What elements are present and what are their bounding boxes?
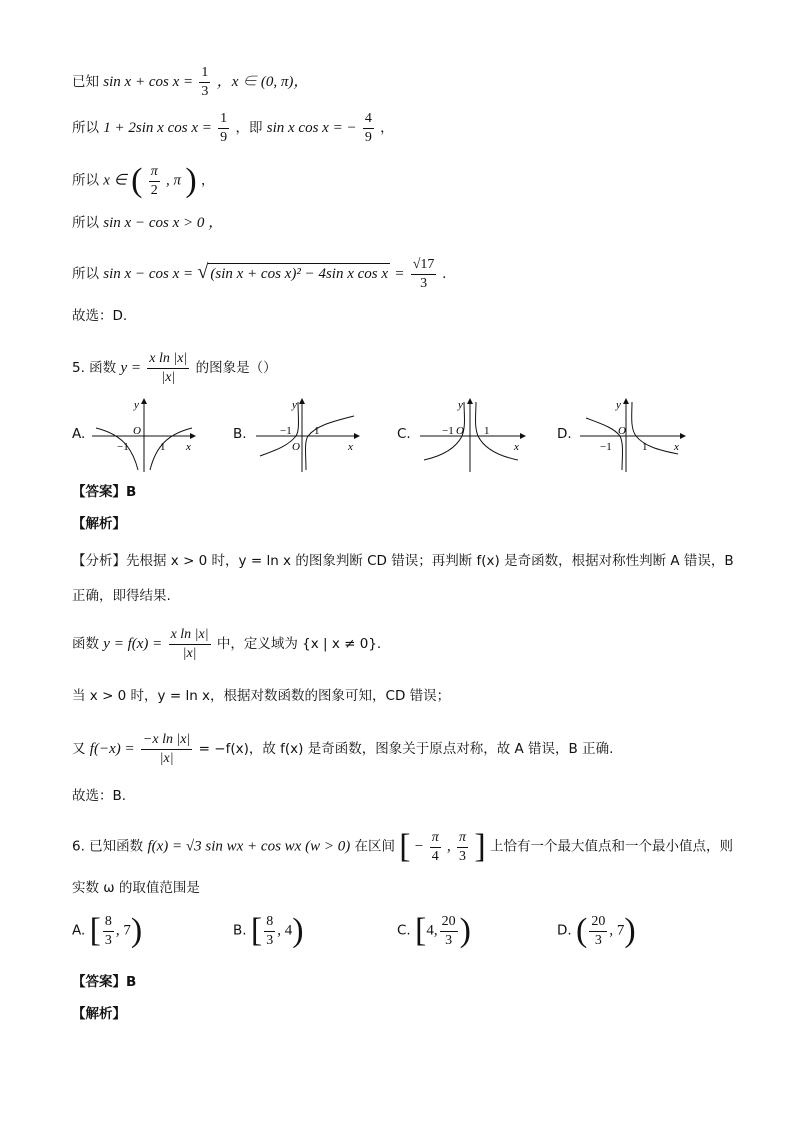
numerator: x ln |x| bbox=[147, 352, 189, 369]
numerator: 1 bbox=[199, 66, 210, 83]
fraction bbox=[103, 915, 114, 948]
graph-c bbox=[418, 394, 530, 474]
math: x ∈ bbox=[103, 172, 127, 189]
y-axis-label: y bbox=[134, 399, 139, 411]
numerator: 20 bbox=[440, 915, 458, 932]
option-b-label: B. bbox=[233, 426, 247, 442]
denominator: 3 bbox=[445, 932, 453, 948]
option-a-label: A. bbox=[72, 426, 86, 442]
text: 又 bbox=[72, 741, 86, 757]
text: 5. 函数 bbox=[72, 360, 117, 376]
text: 6. 已知函数 bbox=[72, 838, 144, 855]
x-axis-label: x bbox=[348, 441, 353, 453]
q5-para-1 bbox=[72, 628, 381, 661]
text: 上恰有一个最大值点和一个最小值点，则 bbox=[489, 838, 733, 855]
denominator: 3 bbox=[201, 84, 209, 99]
graph-d bbox=[578, 394, 690, 474]
fraction bbox=[169, 628, 211, 661]
denominator: 3 bbox=[420, 276, 428, 291]
close-paren: ) bbox=[624, 912, 636, 949]
x-axis-label: x bbox=[514, 441, 519, 453]
text: ， bbox=[200, 172, 215, 189]
neg-one-label: −1 bbox=[600, 441, 612, 453]
math: sin x cos x = − bbox=[266, 120, 357, 136]
open-bracket: [ bbox=[415, 912, 427, 949]
math: sin x − cos x = bbox=[103, 266, 194, 282]
option-label: C. bbox=[397, 922, 411, 939]
tail: , 4 bbox=[277, 922, 293, 939]
one-label: 1 bbox=[484, 425, 490, 437]
option-label: D. bbox=[557, 922, 572, 939]
fraction bbox=[457, 831, 468, 864]
option-c-label: C. bbox=[397, 426, 411, 442]
sqrt-content: (sin x + cos x)² − 4sin x cos x bbox=[208, 263, 390, 284]
numerator: π bbox=[149, 165, 160, 182]
open-paren: ( bbox=[131, 162, 143, 199]
denominator: 3 bbox=[594, 932, 602, 948]
denominator: 3 bbox=[104, 932, 112, 948]
sqrt-sign: √ bbox=[197, 261, 209, 283]
q5-para-4: 故选：B. bbox=[72, 788, 127, 804]
q5-para-3 bbox=[72, 733, 613, 766]
q5-answer: 【答案】B bbox=[72, 484, 137, 500]
math: , π bbox=[166, 172, 182, 189]
line-6: 故选：D. bbox=[72, 308, 128, 324]
comma: , bbox=[447, 838, 451, 855]
math: f(x) = √3 sin wx + cos wx (w > 0) bbox=[147, 838, 351, 855]
q6-option-b bbox=[233, 914, 304, 948]
origin-label: O bbox=[456, 425, 464, 437]
denominator: 3 bbox=[459, 848, 467, 864]
line-5 bbox=[72, 258, 446, 291]
fraction bbox=[363, 112, 374, 145]
neg-one-label: −1 bbox=[442, 425, 454, 437]
open-bracket: [ bbox=[89, 912, 101, 949]
x-axis-label: x bbox=[674, 441, 679, 453]
math: sin x + cos x = bbox=[103, 74, 194, 90]
line-2 bbox=[72, 112, 394, 145]
open-paren: ( bbox=[575, 912, 588, 949]
math: = bbox=[394, 266, 405, 282]
math: y = f(x) = bbox=[103, 636, 163, 652]
math: . bbox=[442, 266, 447, 282]
y-axis-label: y bbox=[458, 399, 463, 411]
one-label: 1 bbox=[160, 441, 166, 453]
open-bracket: [ bbox=[250, 912, 263, 949]
denominator: |x| bbox=[182, 646, 197, 661]
text: 所以 bbox=[72, 215, 99, 231]
q6-analysis-title: 【解析】 bbox=[72, 1006, 126, 1022]
text: 所以 bbox=[72, 266, 99, 282]
text: ， bbox=[380, 120, 394, 136]
close-bracket: ] bbox=[474, 828, 486, 865]
one-label: 1 bbox=[314, 425, 320, 437]
tail: , 7 bbox=[115, 922, 131, 939]
x-axis-label: x bbox=[186, 441, 191, 453]
numerator: 1 bbox=[218, 112, 229, 129]
origin-label: O bbox=[133, 425, 141, 437]
numerator: −x ln |x| bbox=[141, 733, 192, 750]
line-4 bbox=[72, 213, 223, 233]
fraction bbox=[430, 831, 441, 864]
line-3 bbox=[72, 164, 214, 198]
math: ，x ∈ (0, π)， bbox=[216, 74, 309, 90]
numerator: 8 bbox=[103, 915, 114, 932]
denominator: 9 bbox=[220, 130, 228, 145]
neg-one-label: −1 bbox=[280, 425, 292, 437]
text: 所以 bbox=[72, 120, 99, 136]
fraction bbox=[149, 165, 160, 198]
numerator: √17 bbox=[411, 258, 437, 275]
text: 在区间 bbox=[354, 838, 395, 855]
denominator: 4 bbox=[431, 848, 439, 864]
text: 已知 bbox=[72, 74, 99, 90]
fraction bbox=[147, 352, 189, 385]
origin-label: O bbox=[618, 425, 626, 437]
option-label: B. bbox=[233, 922, 247, 939]
one-label: 1 bbox=[642, 441, 648, 453]
fraction bbox=[411, 258, 437, 291]
numerator: x ln |x| bbox=[169, 628, 211, 645]
q5-analysis-2: 正确，即得结果. bbox=[72, 588, 171, 604]
q6-stem-2: 实数 ω 的取值范围是 bbox=[72, 880, 200, 896]
graph-a bbox=[90, 394, 200, 474]
denominator: 3 bbox=[266, 932, 274, 948]
math: sin x − cos x > 0 ， bbox=[103, 215, 224, 231]
numerator: π bbox=[430, 831, 441, 848]
denominator: |x| bbox=[161, 370, 176, 385]
q6-option-d bbox=[557, 914, 636, 948]
open-bracket: [ bbox=[399, 828, 411, 865]
math: y = bbox=[120, 360, 141, 376]
minus: − bbox=[414, 838, 424, 855]
text: = −f(x)，故 f(x) 是奇函数，图象关于原点对称，故 A 错误，B 正确. bbox=[198, 741, 614, 757]
numerator: 20 bbox=[589, 915, 607, 932]
y-axis-label: y bbox=[292, 399, 297, 411]
q5-analysis-title: 【解析】 bbox=[72, 516, 126, 532]
neg-one-label: −1 bbox=[117, 441, 129, 453]
q5-stem bbox=[72, 352, 277, 385]
text: 的图象是（） bbox=[195, 360, 277, 376]
math: f(−x) = bbox=[89, 741, 135, 757]
fraction bbox=[264, 915, 275, 948]
q5-analysis-1: 【分析】先根据 x > 0 时，y = ln x 的图象判断 CD 错误；再判断 f(x) 是奇函数，根据对称性判断 A 错误，B bbox=[72, 553, 734, 569]
q5-para-2: 当 x > 0 时，y = ln x，根据对数函数的图象可知，CD 错误； bbox=[72, 688, 451, 704]
close-paren: ) bbox=[292, 912, 304, 949]
numerator: 4 bbox=[363, 112, 374, 129]
y-axis-label: y bbox=[616, 399, 621, 411]
q6-stem bbox=[72, 830, 733, 864]
math: 1 + 2sin x cos x = bbox=[103, 120, 212, 136]
fraction bbox=[141, 733, 192, 766]
denominator: 2 bbox=[150, 182, 158, 198]
fraction bbox=[218, 112, 229, 145]
text: 中，定义域为 {x | x ≠ 0}. bbox=[216, 636, 382, 652]
close-paren: ) bbox=[130, 912, 143, 949]
tail: , 7 bbox=[609, 922, 625, 939]
text: ，即 bbox=[235, 120, 263, 136]
close-paren: ) bbox=[185, 162, 197, 199]
option-d-label: D. bbox=[557, 426, 572, 442]
denominator: 9 bbox=[364, 130, 372, 145]
q6-option-a bbox=[72, 914, 142, 948]
close-paren: ) bbox=[459, 912, 471, 949]
head: 4, bbox=[426, 922, 438, 939]
q6-answer: 【答案】B bbox=[72, 974, 137, 990]
q6-option-c bbox=[397, 914, 471, 948]
fraction bbox=[199, 66, 210, 99]
fraction bbox=[589, 915, 607, 948]
line-1 bbox=[72, 66, 308, 99]
origin-label: O bbox=[292, 441, 300, 453]
option-label: A. bbox=[72, 922, 86, 939]
text: 所以 bbox=[72, 172, 99, 189]
graph-b bbox=[254, 394, 364, 474]
numerator: 8 bbox=[264, 915, 275, 932]
fraction bbox=[440, 915, 458, 948]
text: 函数 bbox=[72, 636, 99, 652]
denominator: |x| bbox=[159, 751, 174, 766]
numerator: π bbox=[457, 831, 468, 848]
